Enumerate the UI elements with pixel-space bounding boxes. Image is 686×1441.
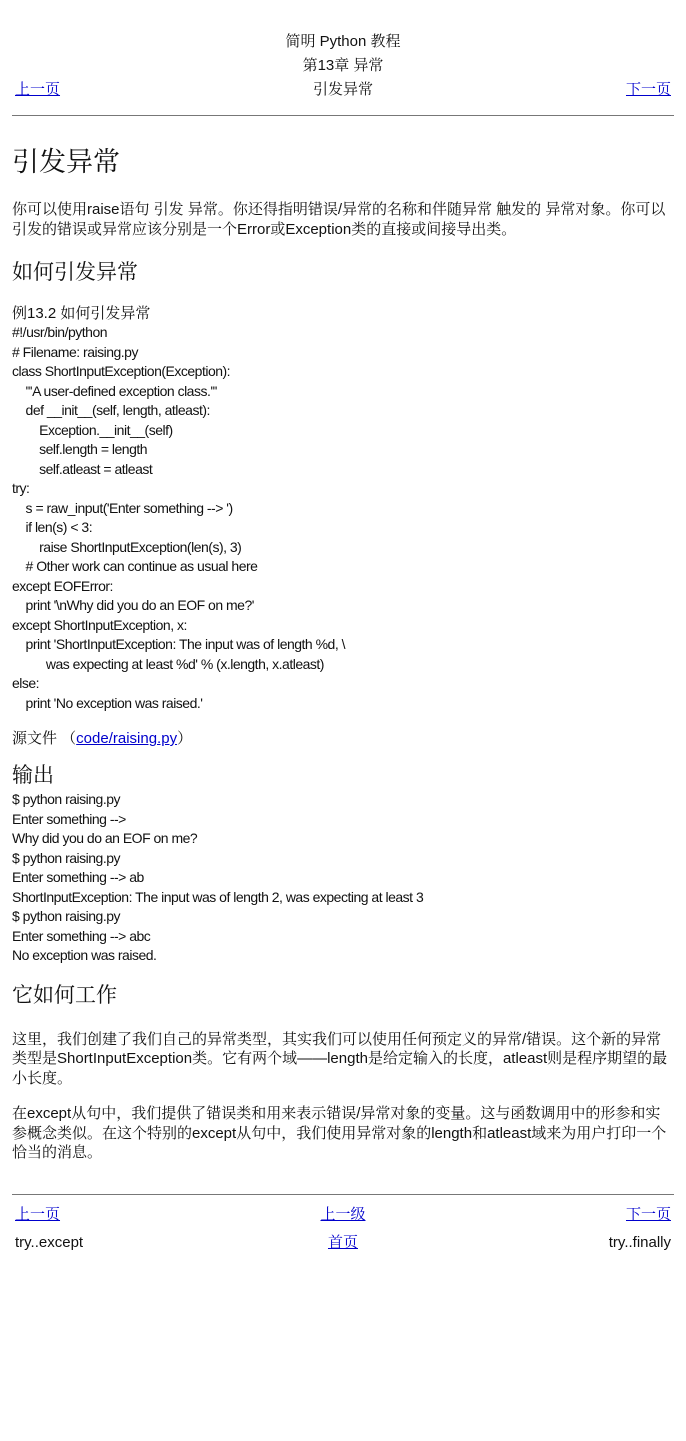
header-next-link[interactable]: 下一页 xyxy=(625,81,671,98)
code-try-block: try: s = raw_input('Enter something --> ') if len(s) < 3: raise ShortInputException(len(s), 3) # Other work can continue as usual here except EOFError: print '\nWhy did you do an EOF on me?' except ShortInputException, x: print 'ShortInputException: The input was of length %d, \ was expecting at least %d' % (x.length, x.atleast) else: print 'No exception was raised.' xyxy=(12,480,346,711)
footer-next-title: try..finally xyxy=(608,1233,671,1251)
source-prefix: 源文件 （ xyxy=(12,730,77,747)
source-suffix: ） xyxy=(177,730,193,747)
how-heading: 如何引发异常 xyxy=(12,261,138,284)
footer-prev-title: try..except xyxy=(15,1233,84,1251)
code-class-def: class ShortInputException(Exception): '''A user-defined exception class.''' def __init__(self, length, atleast): Exception.__init__(self) self.length = length self.atleast = atleast xyxy=(12,363,231,477)
chapter-title: 第13章 异常 xyxy=(302,57,384,74)
code-shebang: #!/usr/bin/python # Filename: raising.py xyxy=(12,324,138,360)
header-prev-link[interactable]: 上一页 xyxy=(15,81,61,98)
explanation-paragraph-2: 在except从句中，我们提供了错误类和用来表示错误/异常对象的变量。这与函数调用中的形参和实参概念类似。在这个特别的except从句中，我们使用异常对象的length和atleast域来为用户打印一个恰当的消息。 xyxy=(12,1105,667,1161)
output-run-2: $ python raising.py Enter something --> ab ShortInputException: The input was of length 2, was expecting at least 3 xyxy=(12,849,424,905)
source-file-line xyxy=(12,729,674,748)
example-title: 例13.2 如何引发异常 xyxy=(12,305,151,322)
footer-up-link[interactable]: 上一级 xyxy=(320,1205,366,1223)
header-divider xyxy=(12,115,674,116)
header-nav-row xyxy=(12,78,674,102)
page-title: 引发异常 xyxy=(12,147,120,177)
footer-navigation xyxy=(12,1195,674,1255)
footer-prev-link[interactable]: 上一页 xyxy=(15,1205,61,1223)
how-it-works-heading: 它如何工作 xyxy=(12,983,117,1007)
output-heading: 输出 xyxy=(12,764,54,787)
page xyxy=(12,0,674,1255)
section-title: 引发异常 xyxy=(312,81,373,98)
book-title: 简明 Python 教程 xyxy=(285,33,401,50)
output-run-1: $ python raising.py Enter something --> Why did you do an EOF on me? xyxy=(12,791,198,846)
header-navigation xyxy=(12,0,674,102)
output-run-3: $ python raising.py Enter something --> abc No exception was raised. xyxy=(12,908,157,963)
intro-paragraph: 你可以使用raise语句 引发 异常。你还得指明错误/异常的名称和伴随异常 触发的 异常对象。你可以引发的错误或异常应该分别是一个Error或Exception类的直接或间接导出类。 xyxy=(12,201,666,238)
footer-next-link[interactable]: 下一页 xyxy=(625,1205,671,1223)
footer-home-link[interactable]: 首页 xyxy=(327,1233,358,1251)
explanation-paragraph-1: 这里，我们创建了我们自己的异常类型，其实我们可以使用任何预定义的异常/错误。这个新的异常类型是ShortInputException类。它有两个域——length是给定输入的长度，atleast则是程序期望的最小长度。 xyxy=(12,1030,668,1087)
source-file-link[interactable]: code/raising.py xyxy=(76,730,178,747)
